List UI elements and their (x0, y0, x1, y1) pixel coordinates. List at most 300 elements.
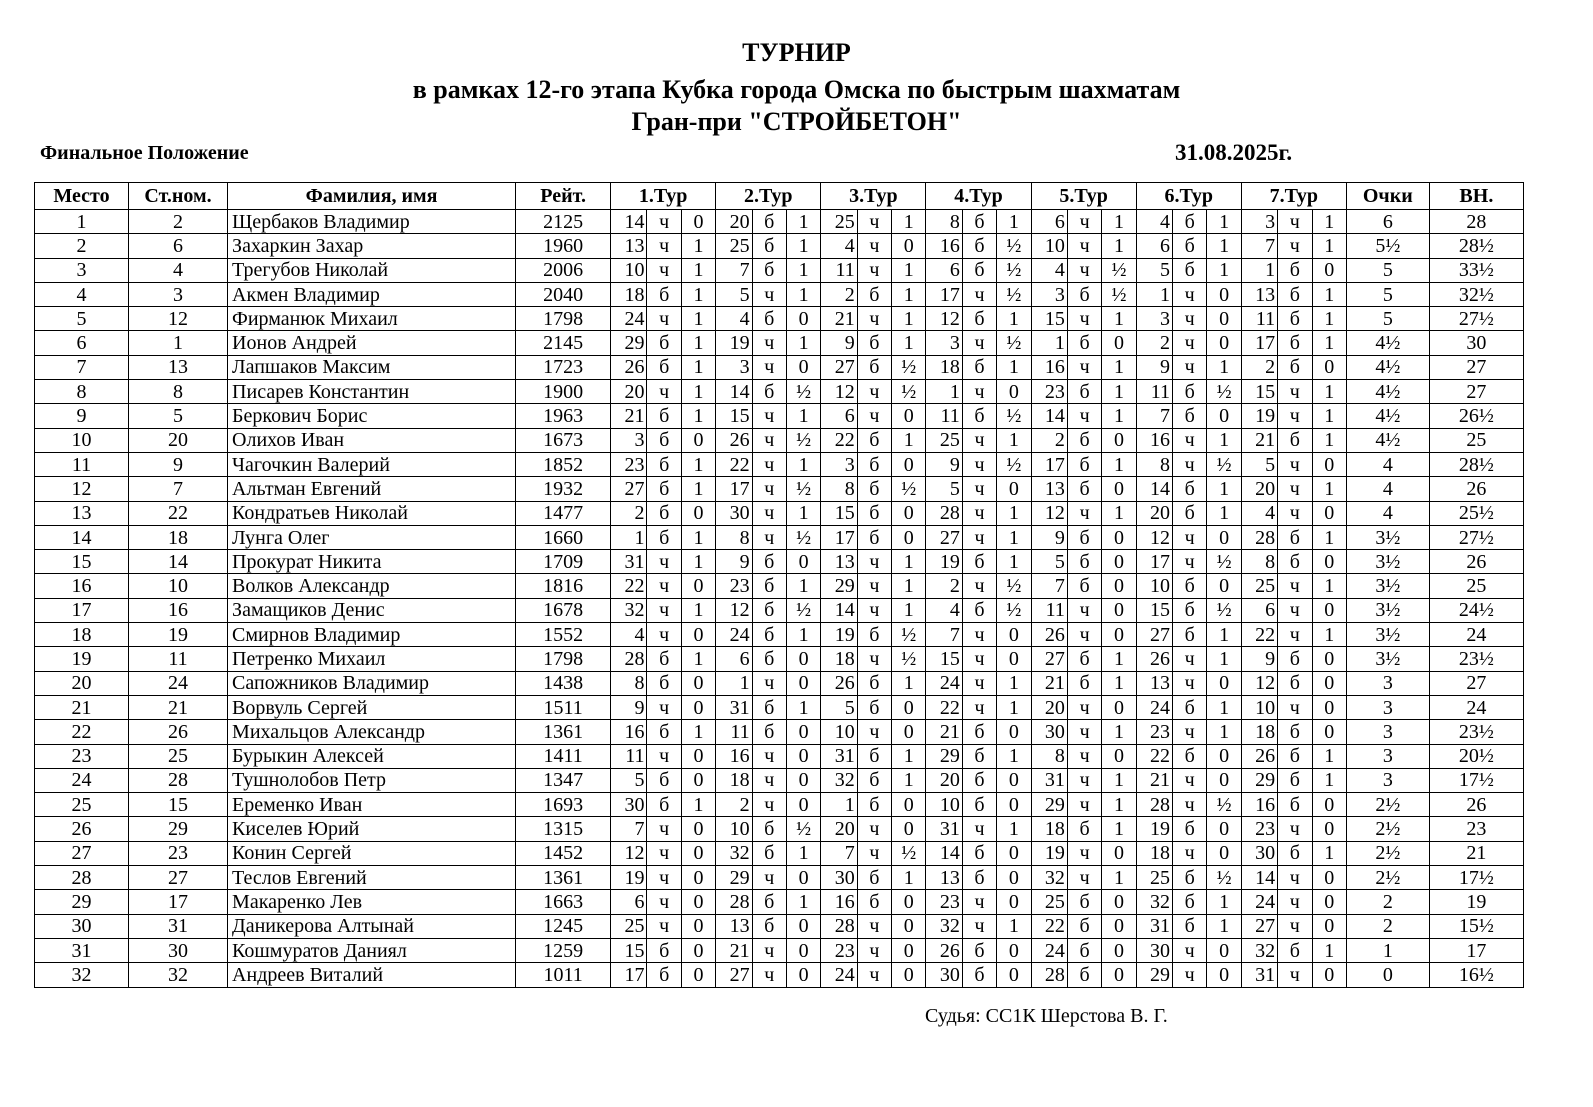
points-cell: 3 (1346, 671, 1429, 695)
result-cell: ½ (997, 258, 1031, 282)
opponent-cell: 9 (716, 550, 752, 574)
color-cell: б (647, 452, 681, 476)
result-cell: ½ (1207, 793, 1241, 817)
result-cell: 1 (1207, 258, 1241, 282)
color-cell: б (1278, 720, 1312, 744)
color-cell: б (1173, 598, 1207, 622)
opponent-cell: 25 (716, 234, 752, 258)
result-cell: ½ (892, 841, 926, 865)
tiebreak-cell: 25 (1429, 428, 1523, 452)
result-cell: 1 (786, 890, 820, 914)
color-cell: б (752, 234, 786, 258)
result-cell: 0 (1207, 331, 1241, 355)
place-cell: 10 (35, 428, 129, 452)
player-name-cell: Тушнолобов Петр (228, 768, 516, 792)
result-cell: 0 (1102, 477, 1136, 501)
result-cell: 0 (1312, 647, 1346, 671)
result-cell: 0 (681, 623, 715, 647)
tiebreak-cell: 27 (1429, 355, 1523, 379)
tiebreak-cell: 28 (1429, 210, 1523, 234)
tiebreak-cell: 25 (1429, 574, 1523, 598)
result-cell: 1 (997, 501, 1031, 525)
opponent-cell: 24 (821, 963, 857, 987)
tiebreak-cell: 20½ (1429, 744, 1523, 768)
color-cell: б (857, 744, 891, 768)
color-cell: б (752, 258, 786, 282)
opponent-cell: 26 (611, 355, 647, 379)
points-cell: 1 (1346, 938, 1429, 962)
color-cell: ч (647, 744, 681, 768)
header-rating: Рейт. (516, 183, 611, 210)
result-cell: ½ (786, 428, 820, 452)
color-cell: б (857, 525, 891, 549)
opponent-cell: 24 (716, 623, 752, 647)
result-cell: 1 (892, 598, 926, 622)
color-cell: б (1173, 744, 1207, 768)
color-cell: б (962, 841, 996, 865)
result-cell: 1 (1102, 866, 1136, 890)
result-cell: 1 (997, 671, 1031, 695)
opponent-cell: 20 (1031, 695, 1067, 719)
color-cell: ч (962, 331, 996, 355)
points-cell: 3½ (1346, 623, 1429, 647)
result-cell: 0 (681, 963, 715, 987)
rating-cell: 1852 (516, 452, 611, 476)
table-row (35, 890, 1524, 914)
result-cell: ½ (997, 598, 1031, 622)
points-cell: 3½ (1346, 598, 1429, 622)
opponent-cell: 2 (1241, 355, 1277, 379)
opponent-cell: 25 (1241, 574, 1277, 598)
result-cell: 1 (892, 550, 926, 574)
table-row (35, 428, 1524, 452)
result-cell: 1 (1312, 768, 1346, 792)
opponent-cell: 27 (1031, 647, 1067, 671)
rating-cell: 1361 (516, 866, 611, 890)
start-number-cell: 31 (129, 914, 228, 938)
color-cell: ч (1278, 695, 1312, 719)
result-cell: 1 (681, 598, 715, 622)
result-cell: 0 (997, 380, 1031, 404)
color-cell: ч (1278, 234, 1312, 258)
opponent-cell: 27 (716, 963, 752, 987)
place-cell: 5 (35, 307, 129, 331)
color-cell: ч (1278, 598, 1312, 622)
result-cell: 0 (1312, 501, 1346, 525)
color-cell: б (752, 598, 786, 622)
opponent-cell: 22 (1031, 914, 1067, 938)
opponent-cell: 21 (716, 938, 752, 962)
opponent-cell: 5 (611, 768, 647, 792)
opponent-cell: 30 (611, 793, 647, 817)
opponent-cell: 11 (1241, 307, 1277, 331)
color-cell: б (752, 623, 786, 647)
rating-cell: 1816 (516, 574, 611, 598)
opponent-cell: 16 (1136, 428, 1172, 452)
opponent-cell: 31 (1136, 914, 1172, 938)
opponent-cell: 31 (716, 695, 752, 719)
color-cell: б (752, 550, 786, 574)
color-cell: ч (1278, 914, 1312, 938)
result-cell: 0 (1312, 598, 1346, 622)
opponent-cell: 25 (926, 428, 962, 452)
opponent-cell: 12 (716, 598, 752, 622)
opponent-cell: 32 (1241, 938, 1277, 962)
color-cell: ч (962, 671, 996, 695)
color-cell: б (1067, 963, 1101, 987)
color-cell: ч (1173, 720, 1207, 744)
rating-cell: 1552 (516, 623, 611, 647)
color-cell: ч (647, 914, 681, 938)
result-cell: 1 (681, 452, 715, 476)
color-cell: ч (647, 598, 681, 622)
opponent-cell: 7 (821, 841, 857, 865)
color-cell: ч (647, 258, 681, 282)
opponent-cell: 18 (611, 282, 647, 306)
tiebreak-cell: 27½ (1429, 307, 1523, 331)
color-cell: б (857, 866, 891, 890)
color-cell: ч (647, 307, 681, 331)
result-cell: 0 (786, 647, 820, 671)
color-cell: б (1278, 550, 1312, 574)
header-round-4: 4.Тур (926, 183, 1031, 210)
result-cell: 1 (997, 550, 1031, 574)
tiebreak-cell: 26½ (1429, 404, 1523, 428)
result-cell: 0 (1312, 720, 1346, 744)
opponent-cell: 28 (1241, 525, 1277, 549)
points-cell: 6 (1346, 210, 1429, 234)
points-cell: 3½ (1346, 550, 1429, 574)
result-cell: 1 (681, 525, 715, 549)
opponent-cell: 13 (611, 234, 647, 258)
opponent-cell: 19 (821, 623, 857, 647)
opponent-cell: 32 (821, 768, 857, 792)
tournament-subtitle: в рамках 12-го этапа Кубка города Омска по быстрым шахматам (412, 75, 1181, 104)
color-cell: ч (1278, 501, 1312, 525)
result-cell: 0 (997, 720, 1031, 744)
result-cell: 1 (1312, 380, 1346, 404)
header-round-6: 6.Тур (1136, 183, 1241, 210)
result-cell: 1 (1207, 647, 1241, 671)
color-cell: б (647, 282, 681, 306)
result-cell: 1 (997, 744, 1031, 768)
header-start-number: Ст.ном. (129, 183, 228, 210)
opponent-cell: 24 (926, 671, 962, 695)
result-cell: 1 (1102, 671, 1136, 695)
opponent-cell: 29 (926, 744, 962, 768)
table-row (35, 623, 1524, 647)
result-cell: 0 (1312, 817, 1346, 841)
opponent-cell: 21 (926, 720, 962, 744)
place-cell: 30 (35, 914, 129, 938)
result-cell: 0 (1102, 623, 1136, 647)
tiebreak-cell: 17½ (1429, 866, 1523, 890)
table-row (35, 841, 1524, 865)
tiebreak-cell: 25½ (1429, 501, 1523, 525)
place-cell: 25 (35, 793, 129, 817)
color-cell: ч (1278, 890, 1312, 914)
color-cell: ч (1173, 647, 1207, 671)
result-cell: 0 (681, 866, 715, 890)
opponent-cell: 2 (1136, 331, 1172, 355)
color-cell: б (1278, 331, 1312, 355)
table-row (35, 234, 1524, 258)
color-cell: б (1278, 744, 1312, 768)
color-cell: б (752, 574, 786, 598)
rating-cell: 1673 (516, 428, 611, 452)
tiebreak-cell: 24½ (1429, 598, 1523, 622)
opponent-cell: 22 (821, 428, 857, 452)
result-cell: 0 (1207, 841, 1241, 865)
opponent-cell: 31 (1031, 768, 1067, 792)
color-cell: б (647, 355, 681, 379)
opponent-cell: 19 (1241, 404, 1277, 428)
result-cell: 0 (1102, 550, 1136, 574)
opponent-cell: 16 (611, 720, 647, 744)
color-cell: ч (1173, 841, 1207, 865)
place-cell: 28 (35, 866, 129, 890)
opponent-cell: 28 (611, 647, 647, 671)
table-row (35, 210, 1524, 234)
result-cell: 0 (1102, 914, 1136, 938)
color-cell: б (962, 550, 996, 574)
player-name-cell: Киселев Юрий (228, 817, 516, 841)
result-cell: 1 (1102, 793, 1136, 817)
place-cell: 18 (35, 623, 129, 647)
result-cell: 1 (1102, 501, 1136, 525)
opponent-cell: 30 (821, 866, 857, 890)
color-cell: ч (962, 428, 996, 452)
player-name-cell: Бурыкин Алексей (228, 744, 516, 768)
result-cell: 0 (892, 404, 926, 428)
result-cell: 0 (1312, 452, 1346, 476)
opponent-cell: 12 (1031, 501, 1067, 525)
color-cell: ч (752, 866, 786, 890)
color-cell: б (1278, 938, 1312, 962)
opponent-cell: 19 (1136, 817, 1172, 841)
table-row (35, 647, 1524, 671)
result-cell: 1 (892, 282, 926, 306)
opponent-cell: 11 (611, 744, 647, 768)
result-cell: 0 (1312, 963, 1346, 987)
result-cell: 0 (786, 768, 820, 792)
color-cell: ч (962, 574, 996, 598)
color-cell: ч (962, 623, 996, 647)
opponent-cell: 7 (1241, 234, 1277, 258)
opponent-cell: 19 (1031, 841, 1067, 865)
result-cell: 1 (681, 477, 715, 501)
table-row (35, 598, 1524, 622)
opponent-cell: 6 (926, 258, 962, 282)
color-cell: ч (752, 331, 786, 355)
points-cell: 3 (1346, 768, 1429, 792)
player-name-cell: Кондратьев Николай (228, 501, 516, 525)
tiebreak-cell: 24 (1429, 623, 1523, 647)
rating-cell: 1361 (516, 720, 611, 744)
result-cell: 0 (1207, 525, 1241, 549)
start-number-cell: 22 (129, 501, 228, 525)
points-cell: 3 (1346, 744, 1429, 768)
player-name-cell: Сапожников Владимир (228, 671, 516, 695)
result-cell: 1 (1312, 938, 1346, 962)
player-name-cell: Захаркин Захар (228, 234, 516, 258)
table-row (35, 768, 1524, 792)
color-cell: б (1173, 380, 1207, 404)
table-row (35, 550, 1524, 574)
rating-cell: 1477 (516, 501, 611, 525)
result-cell: 0 (892, 817, 926, 841)
opponent-cell: 23 (1136, 720, 1172, 744)
opponent-cell: 2 (926, 574, 962, 598)
start-number-cell: 24 (129, 671, 228, 695)
result-cell: 0 (786, 963, 820, 987)
color-cell: ч (752, 452, 786, 476)
color-cell: б (962, 866, 996, 890)
place-cell: 23 (35, 744, 129, 768)
result-cell: 0 (997, 866, 1031, 890)
color-cell: б (647, 938, 681, 962)
rating-cell: 1347 (516, 768, 611, 792)
result-cell: 1 (1102, 307, 1136, 331)
color-cell: ч (857, 380, 891, 404)
place-cell: 6 (35, 331, 129, 355)
opponent-cell: 7 (611, 817, 647, 841)
color-cell: б (1278, 307, 1312, 331)
result-cell: 1 (786, 452, 820, 476)
color-cell: ч (857, 938, 891, 962)
start-number-cell: 10 (129, 574, 228, 598)
result-cell: 1 (1312, 574, 1346, 598)
opponent-cell: 9 (926, 452, 962, 476)
points-cell: 2½ (1346, 793, 1429, 817)
result-cell: 1 (1102, 768, 1136, 792)
start-number-cell: 32 (129, 963, 228, 987)
start-number-cell: 14 (129, 550, 228, 574)
opponent-cell: 11 (716, 720, 752, 744)
result-cell: ½ (786, 380, 820, 404)
tiebreak-cell: 28½ (1429, 234, 1523, 258)
opponent-cell: 6 (1136, 234, 1172, 258)
result-cell: 0 (786, 938, 820, 962)
points-cell: 4½ (1346, 380, 1429, 404)
opponent-cell: 31 (1241, 963, 1277, 987)
result-cell: 1 (892, 744, 926, 768)
table-row (35, 914, 1524, 938)
color-cell: ч (857, 720, 891, 744)
result-cell: 1 (786, 695, 820, 719)
tiebreak-cell: 27 (1429, 380, 1523, 404)
table-row (35, 258, 1524, 282)
rating-cell: 1798 (516, 307, 611, 331)
color-cell: ч (1067, 258, 1101, 282)
color-cell: б (962, 404, 996, 428)
color-cell: ч (1278, 623, 1312, 647)
result-cell: 1 (1312, 744, 1346, 768)
color-cell: ч (1067, 501, 1101, 525)
points-cell: 2½ (1346, 817, 1429, 841)
color-cell: ч (857, 647, 891, 671)
color-cell: б (647, 720, 681, 744)
opponent-cell: 17 (1136, 550, 1172, 574)
result-cell: 0 (997, 768, 1031, 792)
result-cell: 1 (1312, 234, 1346, 258)
result-cell: 0 (997, 938, 1031, 962)
player-name-cell: Щербаков Владимир (228, 210, 516, 234)
color-cell: б (1173, 404, 1207, 428)
color-cell: ч (857, 258, 891, 282)
start-number-cell: 1 (129, 331, 228, 355)
result-cell: 0 (892, 695, 926, 719)
result-cell: 0 (681, 744, 715, 768)
opponent-cell: 22 (716, 452, 752, 476)
start-number-cell: 11 (129, 647, 228, 671)
start-number-cell: 26 (129, 720, 228, 744)
opponent-cell: 32 (1136, 890, 1172, 914)
opponent-cell: 29 (716, 866, 752, 890)
color-cell: ч (647, 695, 681, 719)
color-cell: ч (857, 210, 891, 234)
result-cell: 0 (681, 890, 715, 914)
opponent-cell: 22 (926, 695, 962, 719)
result-cell: 0 (1312, 866, 1346, 890)
color-cell: ч (647, 550, 681, 574)
color-cell: б (752, 307, 786, 331)
color-cell: ч (962, 477, 996, 501)
result-cell: 0 (681, 501, 715, 525)
start-number-cell: 23 (129, 841, 228, 865)
color-cell: ч (647, 866, 681, 890)
color-cell: б (857, 428, 891, 452)
opponent-cell: 21 (1136, 768, 1172, 792)
tiebreak-cell: 24 (1429, 695, 1523, 719)
place-cell: 7 (35, 355, 129, 379)
color-cell: ч (857, 841, 891, 865)
color-cell: ч (1278, 963, 1312, 987)
result-cell: 0 (786, 550, 820, 574)
result-cell: 0 (892, 234, 926, 258)
result-cell: 0 (1207, 768, 1241, 792)
points-cell: 4½ (1346, 404, 1429, 428)
result-cell: 1 (1102, 380, 1136, 404)
result-cell: ½ (1207, 550, 1241, 574)
result-cell: 1 (681, 404, 715, 428)
table-row (35, 380, 1524, 404)
table-row (35, 331, 1524, 355)
place-cell: 29 (35, 890, 129, 914)
opponent-cell: 23 (926, 890, 962, 914)
player-name-cell: Лунга Олег (228, 525, 516, 549)
table-row (35, 671, 1524, 695)
result-cell: 0 (681, 574, 715, 598)
color-cell: б (752, 720, 786, 744)
color-cell: ч (1278, 574, 1312, 598)
start-number-cell: 3 (129, 282, 228, 306)
opponent-cell: 16 (821, 890, 857, 914)
result-cell: 1 (892, 866, 926, 890)
result-cell: 0 (1102, 428, 1136, 452)
result-cell: 1 (1312, 841, 1346, 865)
result-cell: 0 (681, 817, 715, 841)
result-cell: 0 (1312, 355, 1346, 379)
header-round-1: 1.Тур (611, 183, 716, 210)
opponent-cell: 27 (926, 525, 962, 549)
result-cell: 0 (1312, 914, 1346, 938)
rating-cell: 2006 (516, 258, 611, 282)
points-cell: 5 (1346, 258, 1429, 282)
color-cell: б (752, 890, 786, 914)
opponent-cell: 8 (611, 671, 647, 695)
result-cell: 1 (892, 307, 926, 331)
